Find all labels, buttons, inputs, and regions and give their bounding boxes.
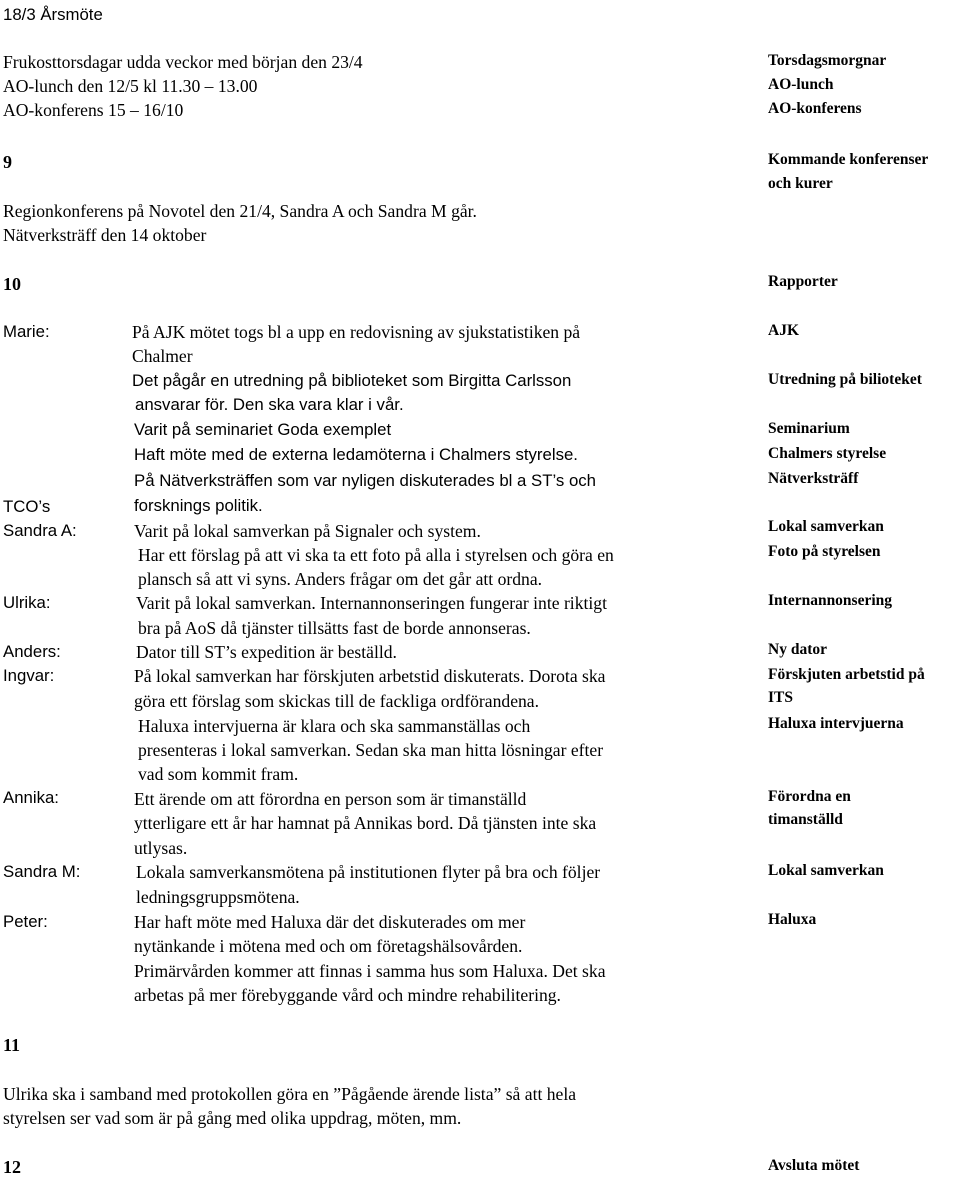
report-line: vad som kommit fram.	[138, 764, 299, 784]
intro-line-1: Frukosttorsdagar udda veckor med början den 23/4	[3, 52, 363, 72]
report-line: Varit på lokal samverkan. Internannonseringen fungerar inte riktigt	[136, 593, 607, 613]
report-line: ytterligare ett år har hamnat på Annikas bord. Då tjänsten inte ska	[134, 813, 597, 833]
report-line: Haft möte med de externa ledamöterna i Chalmers styrelse.	[134, 445, 578, 464]
margin-note: Lokal samverkan	[768, 862, 884, 879]
margin-note: Nätverksträff	[768, 470, 859, 487]
report-line: Ett ärende om att förordna en person som är timanställd	[134, 789, 527, 809]
s11-line-2: styrelsen ser vad som är på gång med olika uppdrag, möten, mm.	[3, 1108, 462, 1128]
report-line: bra på AoS då tjänster tillsätts fast de borde annonseras.	[138, 618, 531, 638]
s9-line-1: Regionkonferens på Novotel den 21/4, Sandra A och Sandra M går.	[3, 201, 477, 221]
margin-note: Foto på styrelsen	[768, 543, 881, 560]
margin-note: Internannonsering	[768, 592, 893, 609]
name-marie: Marie:	[3, 322, 50, 341]
section-number-9: 9	[3, 152, 12, 172]
margin-note: Utredning på bilioteket	[768, 371, 922, 388]
report-line: Haluxa intervjuerna är klara och ska sammanställas och	[138, 716, 531, 736]
report-line: Primärvården kommer att finnas i samma hus som Haluxa. Det ska	[134, 961, 606, 981]
name-anders: Anders:	[3, 642, 61, 661]
name-ingvar: Ingvar:	[3, 666, 55, 685]
report-line: På AJK mötet togs bl a upp en redovisning av sjukstatistiken på	[132, 322, 581, 342]
report-line: göra ett förslag som skickas till de fackliga ordförandena.	[134, 691, 540, 711]
report-line: Lokala samverkansmötena på institutionen flyter på bra och följer	[136, 862, 601, 882]
margin-note-avsluta: Avsluta mötet	[768, 1157, 860, 1174]
report-line: Varit på lokal samverkan på Signaler och system.	[134, 521, 481, 541]
margin-note: AJK	[768, 322, 799, 339]
report-line: ansvarar för. Den ska vara klar i vår.	[135, 395, 404, 414]
report-line: utlysas.	[134, 838, 188, 858]
margin-note: Haluxa intervjuerna	[768, 715, 904, 732]
report-line: arbetas på mer förebyggande vård och mindre rehabilitering.	[134, 985, 561, 1005]
margin-note-ao-lunch: AO-lunch	[768, 76, 834, 93]
margin-note-ao-konferens: AO-konferens	[768, 100, 862, 117]
report-line: Har haft möte med Haluxa där det diskuterades om mer	[134, 912, 526, 932]
name-tco: TCO’s	[3, 497, 51, 516]
section-number-10: 10	[3, 274, 21, 294]
report-line: forsknings politik.	[134, 496, 263, 515]
report-line: nytänkande i mötena med och om företagshälsovården.	[134, 936, 523, 956]
name-sandra-m: Sandra M:	[3, 862, 81, 881]
margin-note: ITS	[768, 689, 793, 706]
report-line: På lokal samverkan har förskjuten arbetstid diskuterats. Dorota ska	[134, 666, 606, 686]
margin-note: Chalmers styrelse	[768, 445, 887, 462]
report-line: Det pågår en utredning på biblioteket som Birgitta Carlsson	[132, 371, 572, 390]
section-number-12: 12	[3, 1157, 21, 1177]
margin-note-konferenser: Kommande konferenser	[768, 151, 929, 168]
margin-note-torsdagsmorgnar: Torsdagsmorgnar	[768, 52, 887, 69]
s9-line-2: Nätverksträff den 14 oktober	[3, 225, 207, 245]
margin-note: Haluxa	[768, 911, 817, 928]
margin-note: timanställd	[768, 811, 843, 828]
margin-note: Lokal samverkan	[768, 518, 884, 535]
report-line: Varit på seminariet Goda exemplet	[134, 420, 392, 439]
margin-note: Förskjuten arbetstid på	[768, 666, 925, 683]
report-line: Dator till ST’s expedition är beställd.	[136, 642, 397, 662]
report-line: Har ett förslag på att vi ska ta ett foto på alla i styrelsen och göra en	[138, 545, 614, 565]
intro-line-2: AO-lunch den 12/5 kl 11.30 – 13.00	[3, 76, 258, 96]
margin-title-rapporter: Rapporter	[768, 273, 838, 290]
section-number-11: 11	[3, 1035, 21, 1055]
name-ulrika: Ulrika:	[3, 593, 51, 612]
margin-note: Seminarium	[768, 420, 850, 437]
name-annika: Annika:	[3, 788, 59, 807]
s11-line-1: Ulrika ska i samband med protokollen göra en ”Pågående ärende lista” så att hela	[3, 1084, 577, 1104]
name-sandra-a: Sandra A:	[3, 521, 77, 540]
page-heading: 18/3 Årsmöte	[3, 5, 103, 24]
report-line: Chalmer	[132, 346, 193, 366]
name-peter: Peter:	[3, 912, 48, 931]
report-line: ledningsgruppsmötena.	[136, 887, 300, 907]
margin-note: Ny dator	[768, 641, 827, 658]
margin-note: Förordna en	[768, 788, 851, 805]
report-line: plansch så att vi syns. Anders frågar om det går att ordna.	[138, 569, 543, 589]
intro-line-3: AO-konferens 15 – 16/10	[3, 100, 184, 120]
report-line: På Nätverksträffen som var nyligen diskuterades bl a ST’s och	[134, 471, 597, 490]
report-line: presenteras i lokal samverkan. Sedan ska man hitta lösningar efter	[138, 740, 604, 760]
margin-note-kurer: och kurer	[768, 175, 833, 192]
